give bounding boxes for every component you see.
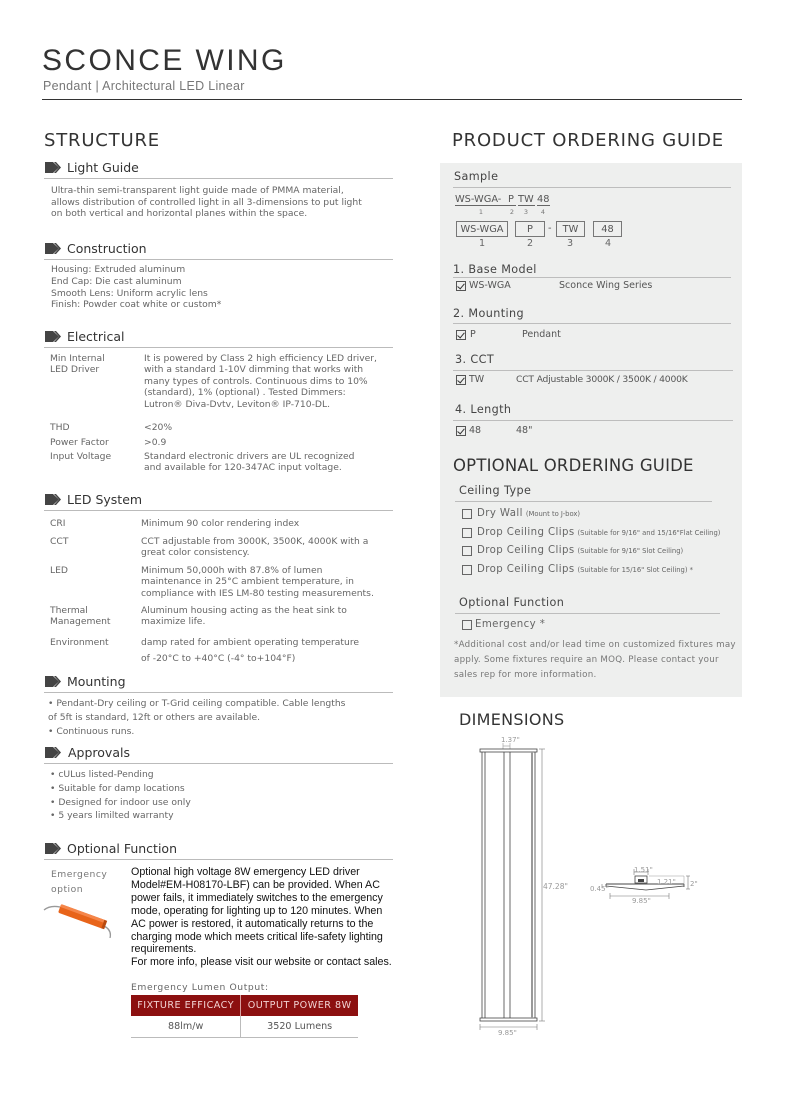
section-title: Construction bbox=[67, 241, 147, 256]
divider bbox=[453, 187, 731, 188]
spec-key: LED Driver bbox=[50, 364, 100, 376]
optional-ordering-heading: OPTIONAL ORDERING GUIDE bbox=[453, 456, 694, 475]
option-code: TW bbox=[469, 374, 485, 385]
arrow-right-icon bbox=[45, 676, 61, 687]
emergency-driver-image bbox=[42, 898, 116, 938]
spec-value: and available for 120-347AC input voltage. bbox=[144, 462, 342, 474]
spec-value: CCT adjustable from 3000K, 3500K, 4000K with a bbox=[141, 536, 369, 547]
option-note: (Suitable for 15/16" Slot Ceiling) * bbox=[577, 565, 694, 574]
text-line: charging mode which meets critical life-safety lighting bbox=[131, 930, 383, 943]
text-line: allows distribution of controlled light in all 3-dimensions to put light bbox=[51, 196, 362, 208]
ceiling-option-flat-clips[interactable] bbox=[462, 527, 720, 538]
code-box-length: 48 bbox=[593, 221, 622, 237]
dim-side-inner: 1.21" bbox=[657, 878, 676, 886]
code-index: 4 bbox=[540, 208, 546, 216]
section-header-electrical bbox=[44, 326, 393, 348]
list-item: • cULus listed-Pending bbox=[50, 769, 154, 780]
dim-side-edge: 0.45" bbox=[590, 885, 609, 893]
text-line: Smooth Lens: Uniform acrylic lens bbox=[51, 287, 208, 299]
code-part: TW bbox=[518, 194, 534, 205]
text-line: Ultra-thin semi-transparent light guide made of PMMA material, bbox=[51, 185, 344, 196]
section-title: Electrical bbox=[67, 329, 125, 344]
dimensions-heading: DIMENSIONS bbox=[459, 710, 565, 729]
list-item: • Continuous runs. bbox=[48, 725, 135, 737]
divider bbox=[453, 277, 731, 278]
box-index: 4 bbox=[604, 238, 612, 249]
code-part: WS-WGA- bbox=[455, 194, 508, 206]
approvals-list bbox=[50, 768, 191, 823]
spec-key: Thermal bbox=[50, 605, 88, 616]
spec-value: <20% bbox=[144, 422, 173, 433]
section-header-led-system bbox=[44, 489, 393, 511]
option-label: Drop Ceiling Clips bbox=[477, 545, 575, 556]
text-line: End Cap: Die cast aluminum bbox=[51, 275, 182, 287]
text-line: sales rep for more information. bbox=[454, 670, 597, 680]
arrow-right-icon bbox=[45, 843, 61, 854]
text-line: *Additional cost and/or lead time on customized fixtures may bbox=[454, 640, 736, 650]
spec-value: many types of controls. Continuous dims to 10% bbox=[144, 375, 368, 387]
spec-key: Power Factor bbox=[50, 437, 109, 448]
divider bbox=[453, 323, 731, 324]
code-box-base-model: WS-WGA bbox=[456, 221, 508, 237]
list-item: • 5 years limilted warranty bbox=[50, 810, 174, 822]
arrow-right-icon bbox=[45, 331, 61, 342]
option-label: Drop Ceiling Clips bbox=[477, 564, 575, 575]
text-line: For more info, please visit our website or contact sales. bbox=[131, 956, 392, 969]
text-line: Housing: Extruded aluminum bbox=[51, 264, 186, 275]
table-cell: 3520 Lumens bbox=[241, 1016, 358, 1037]
text-line: power fails, it immediately switches to the emergency bbox=[131, 891, 383, 904]
structure-heading: STRUCTURE bbox=[44, 130, 160, 151]
spec-value: compliance with IES LM-80 testing measurements. bbox=[141, 587, 374, 599]
dim-side-top: 1.51" bbox=[634, 866, 653, 874]
divider bbox=[453, 370, 733, 371]
table-cell: 88lm/w bbox=[131, 1016, 241, 1037]
ceiling-type-title: Ceiling Type bbox=[459, 484, 532, 497]
emergency-option-label bbox=[51, 868, 107, 897]
checkbox-checked[interactable] bbox=[456, 330, 466, 340]
option-code: WS-WGA bbox=[469, 280, 511, 291]
option-cct[interactable] bbox=[456, 374, 688, 385]
checkbox-unchecked[interactable] bbox=[462, 620, 472, 630]
option-code: P bbox=[470, 329, 476, 340]
arrow-right-icon bbox=[45, 494, 61, 505]
spec-key: Environment bbox=[50, 637, 109, 648]
spec-key: Min Internal bbox=[50, 353, 105, 364]
construction-text bbox=[51, 264, 396, 311]
section-header-approvals bbox=[44, 742, 393, 764]
code-part: P bbox=[508, 194, 516, 206]
spec-value: maximize life. bbox=[141, 616, 206, 628]
optional-emergency[interactable] bbox=[462, 619, 545, 630]
spec-value: (standard), 1% (optional) . Tested Dimmers: bbox=[144, 387, 346, 399]
spec-value: >0.9 bbox=[144, 437, 167, 448]
code-box-mounting: P bbox=[515, 221, 545, 237]
group-title-base-model: 1. Base Model bbox=[453, 263, 537, 276]
option-desc: CCT Adjustable 3000K / 3500K / 4000K bbox=[516, 374, 688, 385]
arrow-right-icon bbox=[45, 162, 61, 173]
light-guide-text bbox=[51, 185, 396, 220]
section-header-light-guide bbox=[44, 157, 393, 179]
option-base-model[interactable] bbox=[456, 280, 652, 291]
spec-value: Standard electronic drivers are UL recognized bbox=[144, 451, 355, 462]
option-note: (Suitable for 9/16" Slot Ceiling) bbox=[577, 546, 684, 555]
text-line: apply. Some fixtures require an MOQ. Please contact your bbox=[454, 655, 719, 665]
text-line: AC power is restored, it automatically returns to the bbox=[131, 917, 374, 930]
table-header: FIXTURE EFFICACY bbox=[131, 995, 241, 1016]
section-title: LED System bbox=[67, 492, 143, 507]
dim-bottom-width: 9.85" bbox=[498, 1029, 517, 1037]
checkbox-unchecked[interactable] bbox=[462, 546, 472, 556]
dim-side-width: 9.85" bbox=[632, 897, 651, 905]
spec-value: Aluminum housing acting as the heat sink to bbox=[141, 605, 347, 616]
label-line: option bbox=[51, 883, 84, 895]
option-length[interactable] bbox=[456, 425, 532, 436]
table-header: OUTPUT POWER 8W bbox=[241, 995, 358, 1016]
spec-key: LED bbox=[50, 565, 68, 576]
spec-value: Minimum 50,000h with 87.8% of lumen bbox=[141, 565, 323, 576]
text-line: mode, operating for lighting up to 120 minutes. When bbox=[131, 904, 383, 917]
checkbox-unchecked[interactable] bbox=[462, 509, 472, 519]
product-subtitle: Pendant | Architectural LED Linear bbox=[43, 79, 245, 93]
text-line: Optional high voltage 8W emergency LED driver bbox=[131, 866, 360, 878]
option-label: Drop Ceiling Clips bbox=[477, 527, 575, 538]
section-header-optional-function bbox=[44, 838, 393, 860]
spec-value: of -20°C to +40°C (-4° to+104°F) bbox=[141, 652, 296, 664]
text-line: Model#EM-H08170-LBF) can be provided. When AC bbox=[131, 878, 380, 891]
section-title: Optional Function bbox=[67, 841, 177, 856]
checkbox-checked[interactable] bbox=[456, 281, 466, 291]
section-title: Approvals bbox=[68, 745, 130, 760]
spec-value: great color consistency. bbox=[141, 547, 250, 559]
spec-value: Lutron® Diva-Dvtv, Leviton® IP-710-DL. bbox=[144, 398, 330, 410]
option-desc: Pendant bbox=[522, 329, 561, 340]
spec-value: maintenance in 25°C ambient temperature, in bbox=[141, 576, 354, 588]
checkbox-unchecked[interactable] bbox=[462, 528, 472, 538]
code-part: 48 bbox=[537, 194, 550, 205]
section-title: Light Guide bbox=[67, 160, 139, 175]
divider bbox=[453, 420, 733, 421]
list-item: of 5ft is standard, 12ft or others are available. bbox=[48, 711, 261, 723]
header-divider bbox=[42, 99, 742, 100]
sample-label: Sample bbox=[454, 170, 499, 183]
dim-height: 47.28" bbox=[543, 882, 568, 891]
ceiling-option-slot-9-16[interactable] bbox=[462, 545, 683, 556]
divider bbox=[455, 613, 720, 614]
option-code: 48 bbox=[469, 425, 482, 436]
list-item: • Designed for indoor use only bbox=[50, 796, 191, 808]
group-title-length: 4. Length bbox=[455, 403, 512, 416]
ordering-footnote bbox=[454, 638, 744, 683]
spec-key: Management bbox=[50, 616, 111, 628]
list-item: • Pendant-Dry ceiling or T-Grid ceiling compatible. Cable lengths bbox=[48, 698, 346, 709]
lumen-output-table bbox=[131, 995, 358, 1038]
spec-key: CRI bbox=[50, 518, 66, 529]
option-note: (Mount to J-box) bbox=[525, 509, 581, 518]
table-row bbox=[131, 1016, 358, 1037]
ceiling-option-dry-wall[interactable] bbox=[462, 508, 580, 519]
option-mounting[interactable] bbox=[456, 329, 561, 340]
mounting-list bbox=[48, 697, 345, 738]
arrow-right-icon bbox=[45, 243, 61, 254]
ordering-heading: PRODUCT ORDERING GUIDE bbox=[452, 130, 724, 151]
option-label: Dry Wall bbox=[477, 508, 523, 519]
checkbox-checked[interactable] bbox=[456, 426, 466, 436]
lumen-output-caption: Emergency Lumen Output: bbox=[131, 982, 269, 993]
spec-value: It is powered by Class 2 high efficiency LED driver, bbox=[144, 353, 377, 364]
label-line: Emergency bbox=[51, 869, 108, 880]
code-index: 3 bbox=[523, 208, 529, 216]
spec-value: Minimum 90 color rendering index bbox=[141, 518, 300, 529]
option-desc: Sconce Wing Series bbox=[559, 280, 653, 291]
box-index: 1 bbox=[478, 238, 486, 249]
spec-value: with a standard 1-10V dimming that works with bbox=[144, 364, 364, 376]
dim-side-height: 2" bbox=[690, 880, 698, 888]
code-index: 1 bbox=[478, 208, 484, 216]
spec-value: damp rated for ambient operating temperature bbox=[141, 637, 360, 648]
group-title-cct: 3. CCT bbox=[455, 353, 495, 366]
code-separator: - bbox=[548, 223, 552, 234]
box-index: 2 bbox=[526, 238, 534, 249]
emergency-description bbox=[131, 866, 395, 969]
dim-top-width: 1.37" bbox=[501, 736, 520, 744]
section-title: Mounting bbox=[67, 674, 126, 689]
text-line: Finish: Powder coat white or custom* bbox=[51, 299, 222, 311]
spec-key: THD bbox=[50, 422, 70, 433]
arrow-right-icon bbox=[45, 747, 61, 758]
section-header-mounting bbox=[44, 671, 393, 693]
spec-key: CCT bbox=[50, 536, 69, 547]
list-item: • Suitable for damp locations bbox=[50, 782, 185, 794]
front-elevation-drawing bbox=[470, 735, 550, 1040]
option-note: (Suitable for 9/16" and 15/16"Flat Ceiling) bbox=[577, 528, 721, 537]
code-index: 2 bbox=[509, 208, 515, 216]
option-label: Emergency * bbox=[475, 619, 546, 630]
text-line: on both vertical and horizontal planes within the space. bbox=[51, 208, 308, 219]
group-title-mounting: 2. Mounting bbox=[453, 307, 524, 320]
checkbox-unchecked[interactable] bbox=[462, 565, 472, 575]
divider bbox=[455, 501, 712, 502]
text-line: requirements. bbox=[131, 943, 197, 956]
optional-function-title: Optional Function bbox=[459, 596, 565, 609]
spec-key: Input Voltage bbox=[50, 451, 112, 462]
code-box-cct: TW bbox=[556, 221, 585, 237]
ceiling-option-slot-15-16[interactable] bbox=[462, 564, 693, 575]
box-index: 3 bbox=[566, 238, 574, 249]
section-header-construction bbox=[44, 238, 393, 260]
checkbox-checked[interactable] bbox=[456, 375, 466, 385]
option-desc: 48" bbox=[516, 425, 533, 436]
product-title: SCONCE WING bbox=[42, 44, 287, 77]
